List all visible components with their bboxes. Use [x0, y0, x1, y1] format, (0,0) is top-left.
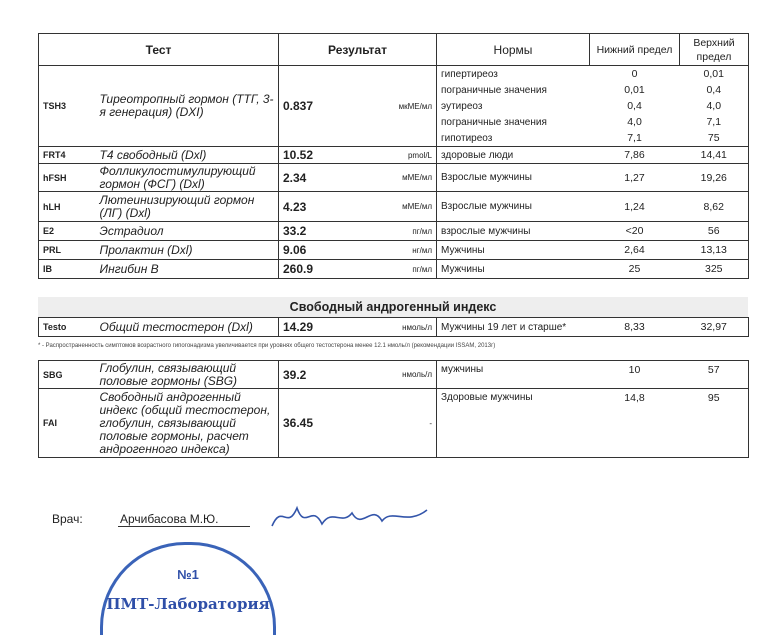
doctor-name: Арчибасова М.Ю.	[118, 512, 250, 527]
result-value: 33.2	[283, 224, 307, 238]
test-code: Testo	[43, 322, 67, 332]
result-unit: мкМЕ/мл	[367, 66, 437, 147]
norm-label: Мужчины	[441, 263, 485, 275]
result-value: 14.29	[283, 320, 314, 334]
result-value: 260.9	[283, 262, 314, 276]
result-unit: нг/мл	[367, 241, 437, 260]
norm-label: взрослые мужчины	[441, 225, 531, 237]
upper-limit: 325	[704, 263, 723, 275]
upper-limit: 56	[707, 225, 720, 237]
result-unit: -	[367, 389, 437, 458]
norm-label: Взрослые мужчины	[441, 201, 532, 212]
lower-limit: 14,8	[624, 392, 645, 404]
test-name: Тиреотропный гормон (ТТГ, 3-я генерация) (DXI)	[96, 66, 279, 147]
lower-limit: <20	[625, 225, 644, 237]
sbg-fai-table	[38, 360, 749, 458]
table-row	[39, 361, 749, 389]
stamp-title: ПМТ-Лаборатория	[106, 595, 270, 613]
result-value: 10.52	[283, 148, 314, 162]
tsh-range-row	[39, 66, 749, 83]
test-code: FRT4	[43, 150, 66, 160]
test-code: FAI	[43, 418, 58, 428]
norm-label: Мужчины 19 лет и старше*	[441, 321, 567, 333]
test-name: Эстрадиол	[96, 222, 279, 241]
section-title: Свободный андрогенный индекс	[38, 297, 748, 317]
table-row	[39, 192, 749, 222]
result-unit: нмоль/л	[367, 318, 437, 337]
test-name: Глобулин, связывающий половые гормоны (SBG)	[96, 361, 279, 389]
report	[38, 0, 748, 458]
test-code: TSH3	[43, 101, 67, 111]
doctor-label: Врач:	[52, 512, 83, 526]
lower-limit: 1,24	[624, 200, 645, 213]
lower-limit: 25	[628, 263, 641, 275]
table-header	[39, 34, 749, 66]
table-row	[39, 241, 749, 260]
upper-limit: 14,41	[700, 149, 727, 161]
test-code: hFSH	[43, 172, 67, 183]
result-value: 39.2	[283, 367, 307, 382]
result-value: 4.23	[283, 199, 307, 214]
norm-label: гипертиреоз	[441, 68, 498, 80]
result-value: 2.34	[283, 170, 307, 185]
upper-limit: 13,13	[700, 244, 727, 256]
lower-limit: 0,4	[627, 100, 642, 112]
header-lower: Нижний предел	[590, 34, 680, 66]
test-name: Фолликулостимулирующий гормон (ФСГ) (Dxl)	[96, 164, 279, 192]
testo-table	[38, 317, 749, 337]
upper-limit: 32,97	[700, 321, 727, 333]
header-upper: Верхний предел	[693, 36, 735, 63]
upper-limit: 0,01	[703, 68, 724, 80]
upper-limit: 95	[707, 392, 720, 404]
lab-stamp	[100, 542, 276, 635]
norm-label: Взрослые мужчины	[441, 172, 532, 183]
test-name: Свободный андрогенный индекс (общий тестостерон, глобулин, связывающий половые гормоны, расчет андрогенного индекса)	[96, 389, 279, 458]
header-result: Результат	[279, 34, 437, 66]
results-table	[38, 33, 749, 279]
result-value: 0.837	[283, 99, 314, 113]
norm-label: гипотиреоз	[441, 132, 493, 144]
table-row	[39, 389, 749, 458]
test-name: Ингибин В	[96, 260, 279, 279]
lower-limit: 4,0	[627, 116, 642, 128]
result-unit: нмоль/л	[367, 361, 437, 389]
test-name: Лютеинизирующий гормон (ЛГ) (Dxl)	[96, 192, 279, 222]
doctor-section	[52, 498, 770, 538]
lower-limit: 0,01	[624, 84, 645, 96]
norm-label: здоровые люди	[441, 149, 514, 161]
table-row	[39, 164, 749, 192]
lower-limit: 8,33	[624, 321, 645, 333]
upper-limit: 8,62	[703, 200, 724, 213]
result-unit: pmol/L	[367, 147, 437, 164]
footnote: * - Распространенность симптомов возрастного гипогонадизма увеличивается при уровнях общего тестостерона менее 12.1 нмоль/л (рекомендации ISSAM, 2013г)	[38, 343, 496, 349]
lower-limit: 7,1	[627, 132, 642, 144]
result-unit: пг/мл	[367, 260, 437, 279]
test-code: SBG	[43, 369, 63, 380]
header-test: Тест	[39, 34, 279, 66]
upper-limit: 4,0	[706, 100, 722, 112]
norm-label: мужчины	[441, 364, 484, 375]
result-value: 36.45	[283, 416, 314, 430]
result-unit: мМЕ/мл	[367, 164, 437, 192]
result-unit: мМЕ/мл	[367, 192, 437, 222]
norm-label: пограничные значения	[441, 84, 547, 96]
signature	[267, 498, 437, 534]
upper-limit: 0,4	[706, 84, 722, 96]
stamp-number: №1	[177, 567, 199, 582]
lower-limit: 0	[631, 68, 638, 80]
norm-label: эутиреоз	[441, 100, 483, 112]
test-name: Общий тестостерон (Dxl)	[96, 318, 279, 337]
test-code: E2	[43, 226, 55, 236]
lower-limit: 1,27	[624, 171, 645, 184]
test-name: Пролактин (Dxl)	[96, 241, 279, 260]
norm-label: пограничные значения	[441, 116, 547, 128]
norm-label: Здоровые мужчины	[441, 392, 533, 403]
result-value: 9.06	[283, 243, 307, 257]
test-code: hLH	[43, 201, 61, 212]
upper-limit: 75	[707, 132, 720, 144]
header-norms: Нормы	[437, 34, 590, 66]
test-code: IB	[43, 264, 52, 274]
lower-limit: 2,64	[624, 244, 645, 256]
result-unit: пг/мл	[367, 222, 437, 241]
upper-limit: 19,26	[700, 171, 727, 184]
table-row	[39, 147, 749, 164]
table-row	[39, 260, 749, 279]
norm-label: Мужчины	[441, 244, 485, 256]
upper-limit: 7,1	[706, 116, 722, 128]
lower-limit: 7,86	[624, 149, 645, 161]
test-code: PRL	[43, 245, 61, 255]
upper-limit: 57	[707, 364, 720, 376]
test-name: Т4 свободный (Dxl)	[96, 147, 279, 164]
lower-limit: 10	[628, 364, 641, 376]
table-row	[39, 318, 749, 337]
table-row	[39, 222, 749, 241]
